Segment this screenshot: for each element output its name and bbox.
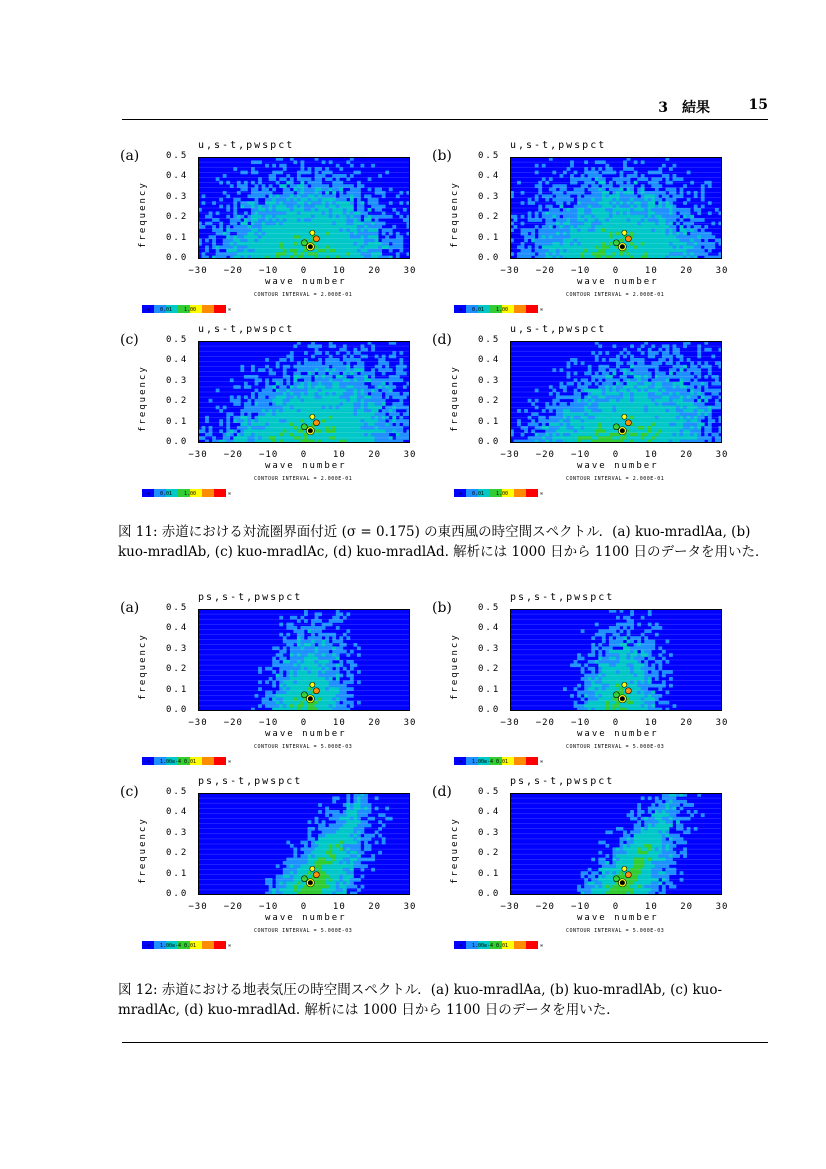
y-tick-label: 0.2 — [478, 848, 501, 859]
y-tick-label: 0.3 — [166, 827, 189, 838]
x-tick-label: −30 — [188, 902, 208, 912]
colorbar-swatch — [514, 941, 526, 949]
y-axis-label: frequency — [138, 181, 148, 248]
figure12-panel-0 — [120, 592, 430, 772]
x-tick-label: −20 — [535, 266, 555, 276]
contour-interval: CONTOUR INTERVAL = 5.000E-03 — [254, 928, 353, 934]
colorbar-swatch — [214, 489, 226, 497]
y-axis-label: frequency — [138, 817, 148, 884]
figure11-panel-1 — [432, 140, 742, 320]
x-tick-label: 10 — [332, 902, 346, 912]
x-axis-label: wave number — [265, 277, 347, 287]
colorbar-swatch — [514, 305, 526, 313]
y-tick-label: 0.5 — [478, 335, 501, 345]
x-axis-label: wave number — [577, 913, 659, 923]
contour-interval: CONTOUR INTERVAL = 5.000E-03 — [566, 744, 665, 750]
y-tick-label: 0.1 — [166, 232, 189, 243]
page-header — [122, 97, 768, 119]
colorbar-swatch — [214, 941, 226, 949]
colorbar — [454, 482, 544, 501]
y-tick-label: 0.3 — [478, 643, 501, 654]
figure12-panel-3 — [432, 776, 742, 956]
x-axis-label: wave number — [265, 461, 347, 471]
x-tick-label: −30 — [500, 450, 520, 460]
colorbar-tick-label: -∞ — [456, 491, 463, 497]
y-tick-label: 0.0 — [166, 705, 189, 715]
colorbar-swatch — [214, 757, 226, 765]
x-tick-label: 0 — [612, 450, 620, 460]
x-tick-label: −20 — [535, 718, 555, 728]
x-tick-label: 10 — [332, 718, 346, 728]
x-tick-label: 0 — [300, 450, 308, 460]
figure11-panel-2 — [120, 324, 430, 504]
spectrum-plot — [198, 609, 410, 711]
panel-title: ps,s-t,pwspct — [198, 776, 303, 787]
y-tick-label: 0.5 — [478, 787, 501, 797]
footer-rule — [122, 1042, 768, 1043]
figure11-panel-0 — [120, 140, 430, 320]
y-tick-label: 0.2 — [166, 664, 189, 675]
colorbar-swatch — [526, 305, 538, 313]
x-tick-label: −20 — [223, 718, 243, 728]
y-axis-label: frequency — [450, 181, 460, 248]
y-axis-label: frequency — [138, 633, 148, 700]
y-tick-label: 0.5 — [478, 603, 501, 613]
y-tick-label: 0.5 — [166, 787, 189, 797]
panel-title: u,s-t,pwspct — [510, 324, 607, 335]
y-tick-label: 0.1 — [478, 684, 501, 695]
colorbar-tick-label: 0.01 — [496, 943, 509, 949]
contour-interval: CONTOUR INTERVAL = 5.000E-03 — [566, 928, 665, 934]
colorbar-tick-label: 0.01 — [472, 307, 485, 313]
spectrum-plot — [198, 341, 410, 443]
colorbar-swatch — [514, 757, 526, 765]
colorbar-tick-label: 1.00e-4 — [472, 943, 494, 949]
colorbar-tick-label: 0.01 — [184, 943, 197, 949]
spectrum-plot — [198, 157, 410, 259]
x-tick-label: 10 — [644, 902, 658, 912]
y-tick-label: 0.0 — [166, 437, 189, 447]
colorbar — [454, 934, 544, 953]
x-tick-label: 30 — [403, 718, 417, 728]
x-axis-label: wave number — [265, 729, 347, 739]
colorbar-tick-label: 0.01 — [472, 491, 485, 497]
y-tick-label: 0.2 — [478, 664, 501, 675]
x-tick-label: 0 — [300, 718, 308, 728]
colorbar-swatch — [202, 489, 214, 497]
y-tick-label: 0.0 — [166, 889, 189, 899]
y-tick-label: 0.3 — [478, 827, 501, 838]
x-axis-label: wave number — [577, 729, 659, 739]
colorbar-swatch — [214, 305, 226, 313]
panel-label: (d) — [432, 784, 452, 800]
x-tick-label: −20 — [223, 450, 243, 460]
colorbar-tick-label: -∞ — [456, 759, 463, 765]
x-tick-label: 20 — [368, 902, 382, 912]
colorbar-tick-label: 1.00 — [184, 491, 197, 497]
x-tick-label: 10 — [332, 266, 346, 276]
x-tick-label: 0 — [300, 902, 308, 912]
colorbar-tick-label: 1.00 — [184, 307, 197, 313]
y-tick-label: 0.3 — [166, 643, 189, 654]
x-tick-label: −20 — [535, 902, 555, 912]
colorbar — [142, 482, 232, 501]
contour-interval: CONTOUR INTERVAL = 2.000E-01 — [566, 476, 665, 482]
x-tick-label: 10 — [644, 718, 658, 728]
x-tick-label: −10 — [259, 718, 279, 728]
panel-title: ps,s-t,pwspct — [510, 592, 615, 603]
x-tick-label: 20 — [680, 266, 694, 276]
y-tick-label: 0.2 — [166, 396, 189, 407]
spectrum-plot — [510, 157, 722, 259]
x-axis-label: wave number — [577, 277, 659, 287]
y-tick-label: 0.5 — [166, 335, 189, 345]
colorbar-tick-label: ∞ — [540, 307, 544, 313]
y-tick-label: 0.4 — [166, 171, 189, 182]
spectrum-plot — [510, 609, 722, 711]
y-tick-label: 0.5 — [166, 603, 189, 613]
y-tick-label: 0.4 — [478, 171, 501, 182]
contour-interval: CONTOUR INTERVAL = 2.000E-01 — [254, 476, 353, 482]
x-tick-label: 0 — [612, 718, 620, 728]
panel-label: (c) — [120, 332, 139, 348]
y-axis-label: frequency — [138, 365, 148, 432]
figure11-panel-3 — [432, 324, 742, 504]
spectrum-plot — [198, 793, 410, 895]
colorbar-tick-label: -∞ — [456, 943, 463, 949]
y-tick-label: 0.5 — [478, 151, 501, 161]
x-tick-label: −10 — [571, 450, 591, 460]
x-tick-label: −30 — [188, 266, 208, 276]
colorbar-tick-label: -∞ — [456, 307, 463, 313]
y-tick-label: 0.2 — [478, 396, 501, 407]
y-axis-label: frequency — [450, 633, 460, 700]
colorbar-swatch — [526, 757, 538, 765]
section-title: 3 結果 — [658, 100, 710, 116]
x-tick-label: 0 — [612, 266, 620, 276]
x-tick-label: −30 — [500, 718, 520, 728]
y-axis-label: frequency — [450, 817, 460, 884]
colorbar-tick-label: 0.01 — [160, 491, 173, 497]
x-tick-label: −30 — [188, 450, 208, 460]
x-tick-label: −10 — [259, 902, 279, 912]
colorbar-swatch — [526, 941, 538, 949]
contour-interval: CONTOUR INTERVAL = 2.000E-01 — [566, 292, 665, 298]
x-axis-label: wave number — [577, 461, 659, 471]
colorbar-swatch — [202, 941, 214, 949]
y-tick-label: 0.4 — [166, 807, 189, 818]
spectrum-plot — [510, 793, 722, 895]
contour-interval: CONTOUR INTERVAL = 2.000E-01 — [254, 292, 353, 298]
colorbar-tick-label: ∞ — [540, 943, 544, 949]
colorbar-tick-label: -∞ — [144, 491, 151, 497]
colorbar-tick-label: 1.00 — [496, 491, 509, 497]
y-tick-label: 0.2 — [478, 212, 501, 223]
colorbar-tick-label: 1.00e-4 — [160, 943, 182, 949]
colorbar — [142, 934, 232, 953]
panel-title: u,s-t,pwspct — [510, 140, 607, 151]
colorbar-tick-label: ∞ — [228, 491, 232, 497]
y-tick-label: 0.0 — [478, 889, 501, 899]
colorbar-tick-label: 1.00e-4 — [160, 759, 182, 765]
colorbar-tick-label: -∞ — [144, 307, 151, 313]
x-tick-label: 30 — [715, 266, 729, 276]
panel-title: u,s-t,pwspct — [198, 324, 295, 335]
colorbar — [454, 298, 544, 317]
figure-11-caption: 図 11: 赤道における対流圏界面付近 (σ = 0.175) の東西風の時空間スペクトル．(a) kuo-mradlAa, (b) kuo-mradlAb, (c) kuo-mradlAc, (d) kuo-mradlAd. 解析には 1000 日から 1100 日のデータを用いた． — [118, 524, 769, 560]
x-tick-label: 30 — [715, 902, 729, 912]
y-tick-label: 0.3 — [166, 191, 189, 202]
figure-12-caption: 図 12: 赤道における地表気圧の時空間スペクトル．(a) kuo-mradlAa, (b) kuo-mradlAb, (c) kuo-mradlAc, (d) kuo-mradlAd. 解析には 1000 日から 1100 日のデータを用いた． — [118, 982, 723, 1018]
y-tick-label: 0.0 — [478, 437, 501, 447]
x-tick-label: 20 — [680, 718, 694, 728]
colorbar — [142, 750, 232, 769]
x-tick-label: 20 — [680, 450, 694, 460]
colorbar-swatch — [526, 489, 538, 497]
y-tick-label: 0.4 — [166, 623, 189, 634]
colorbar-tick-label: ∞ — [228, 307, 232, 313]
x-tick-label: −20 — [535, 450, 555, 460]
y-tick-label: 0.1 — [166, 684, 189, 695]
x-tick-label: 30 — [715, 450, 729, 460]
spectrum-plot — [510, 341, 722, 443]
x-tick-label: 10 — [332, 450, 346, 460]
x-tick-label: 10 — [644, 450, 658, 460]
panel-label: (c) — [120, 784, 139, 800]
x-tick-label: −10 — [571, 718, 591, 728]
y-tick-label: 0.4 — [166, 355, 189, 366]
panel-title: u,s-t,pwspct — [198, 140, 295, 151]
x-tick-label: −10 — [571, 266, 591, 276]
x-tick-label: 30 — [715, 718, 729, 728]
x-tick-label: 30 — [403, 266, 417, 276]
y-axis-label: frequency — [450, 365, 460, 432]
colorbar-tick-label: 0.01 — [160, 307, 173, 313]
x-tick-label: 20 — [368, 266, 382, 276]
figure12-panel-2 — [120, 776, 430, 956]
x-axis-label: wave number — [265, 913, 347, 923]
colorbar-swatch — [202, 305, 214, 313]
colorbar — [454, 750, 544, 769]
x-tick-label: −20 — [223, 266, 243, 276]
x-tick-label: 0 — [300, 266, 308, 276]
page-number: 15 — [748, 97, 768, 113]
y-tick-label: 0.0 — [478, 705, 501, 715]
x-tick-label: 30 — [403, 902, 417, 912]
colorbar-tick-label: 0.01 — [184, 759, 197, 765]
x-tick-label: 20 — [368, 718, 382, 728]
panel-label: (b) — [432, 600, 452, 616]
x-tick-label: −30 — [500, 902, 520, 912]
panel-title: ps,s-t,pwspct — [510, 776, 615, 787]
x-tick-label: −10 — [259, 266, 279, 276]
y-tick-label: 0.1 — [166, 416, 189, 427]
colorbar-tick-label: ∞ — [540, 759, 544, 765]
colorbar-tick-label: -∞ — [144, 943, 151, 949]
x-tick-label: −10 — [571, 902, 591, 912]
y-tick-label: 0.3 — [478, 191, 501, 202]
colorbar-tick-label: -∞ — [144, 759, 151, 765]
colorbar-tick-label: ∞ — [540, 491, 544, 497]
x-tick-label: −10 — [259, 450, 279, 460]
y-tick-label: 0.2 — [166, 848, 189, 859]
x-tick-label: 20 — [680, 902, 694, 912]
y-tick-label: 0.4 — [478, 623, 501, 634]
x-tick-label: −30 — [188, 718, 208, 728]
y-tick-label: 0.3 — [166, 375, 189, 386]
y-tick-label: 0.1 — [166, 868, 189, 879]
y-tick-label: 0.0 — [166, 253, 189, 263]
y-tick-label: 0.5 — [166, 151, 189, 161]
contour-interval: CONTOUR INTERVAL = 5.000E-03 — [254, 744, 353, 750]
figure12-panel-1 — [432, 592, 742, 772]
y-tick-label: 0.2 — [166, 212, 189, 223]
colorbar-swatch — [202, 757, 214, 765]
x-tick-label: −30 — [500, 266, 520, 276]
y-tick-label: 0.3 — [478, 375, 501, 386]
colorbar-tick-label: 1.00e-4 — [472, 759, 494, 765]
y-tick-label: 0.1 — [478, 416, 501, 427]
x-tick-label: 10 — [644, 266, 658, 276]
y-tick-label: 0.0 — [478, 253, 501, 263]
colorbar-tick-label: 1.00 — [496, 307, 509, 313]
panel-label: (b) — [432, 148, 452, 164]
y-tick-label: 0.1 — [478, 232, 501, 243]
colorbar — [142, 298, 232, 317]
y-tick-label: 0.4 — [478, 807, 501, 818]
x-tick-label: 30 — [403, 450, 417, 460]
colorbar-tick-label: 0.01 — [496, 759, 509, 765]
panel-label: (d) — [432, 332, 452, 348]
colorbar-tick-label: ∞ — [228, 759, 232, 765]
colorbar-swatch — [514, 489, 526, 497]
colorbar-tick-label: ∞ — [228, 943, 232, 949]
x-tick-label: 0 — [612, 902, 620, 912]
panel-title: ps,s-t,pwspct — [198, 592, 303, 603]
y-tick-label: 0.1 — [478, 868, 501, 879]
x-tick-label: 20 — [368, 450, 382, 460]
header-rule — [122, 119, 768, 120]
panel-label: (a) — [120, 600, 140, 616]
x-tick-label: −20 — [223, 902, 243, 912]
y-tick-label: 0.4 — [478, 355, 501, 366]
panel-label: (a) — [120, 148, 140, 164]
